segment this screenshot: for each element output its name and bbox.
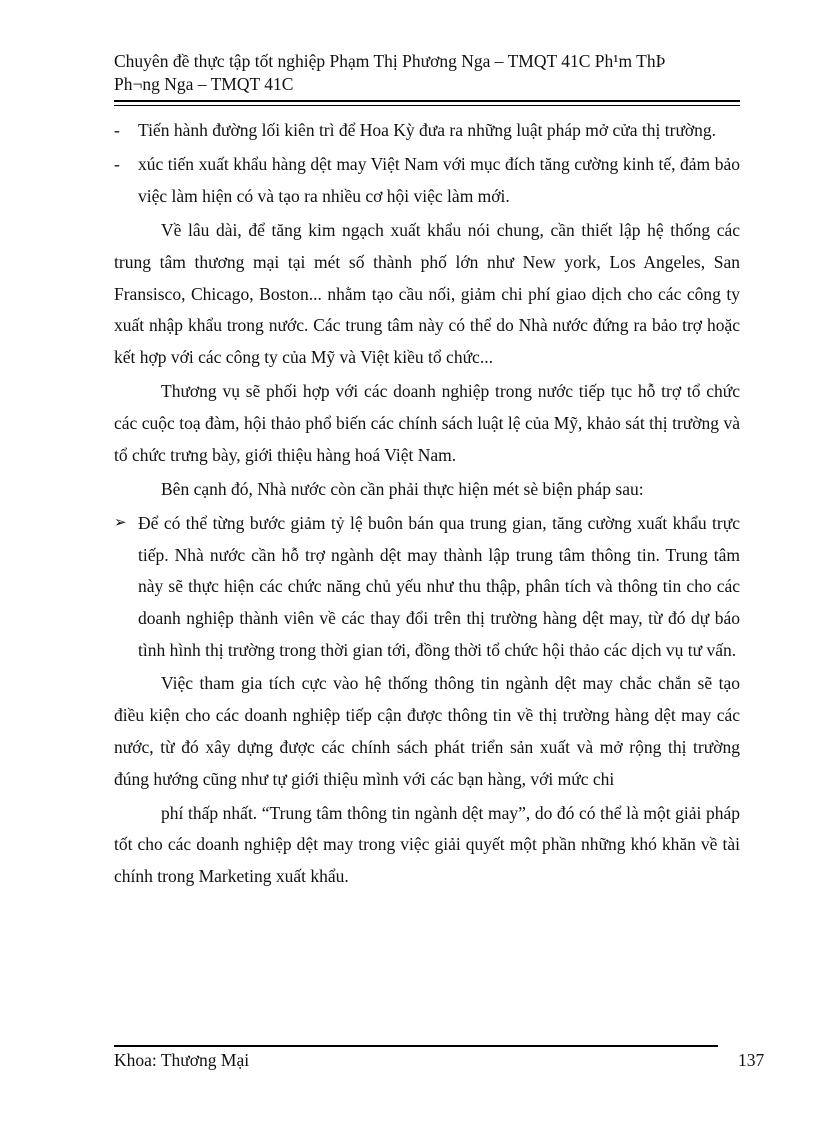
arrow-list-item <box>114 508 740 667</box>
dash-marker: - <box>114 154 120 175</box>
paragraph-continuation: phí thấp nhất. “Trung tâm thông tin ngành dệt may”, do đó có thể là một giải pháp tốt cho các doanh nghiệp dệt may trong việc giải quyết một phần những khó khăn về tài chính trong Marketing xuất khẩu. <box>114 802 740 887</box>
paragraph: Thương vụ sẽ phối hợp với các doanh nghiệp trong nước tiếp tục hỗ trợ tổ chức các cuộc toạ đàm, hội thảo phổ biến các chính sách luật lệ của Mỹ, khảo sát thị trường và tổ chức trưng bày, giới thiệu hàng hoá Việt Nam. <box>114 381 740 465</box>
document-body <box>114 115 740 893</box>
arrow-bullet-icon: ➢ <box>114 514 127 531</box>
paragraph: Việc tham gia tích cực vào hệ thống thông tin ngành dệt may chắc chắn sẽ tạo điều kiện cho các doanh nghiệp tiếp cận được thông tin về thị trường hàng dệt may các nước, từ đó xây dựng được các chính sách phát triển sản xuất và mở rộng thị trường đúng hướng cũng như tự giới thiệu mình với các bạn hàng, với mức chi <box>114 673 740 789</box>
header-rule-thick <box>114 100 740 102</box>
bullet-text: xúc tiến xuất khẩu hàng dệt may Việt Nam với mục đích tăng cường kinh tế, đảm bảo việc làm hiện có và tạo ra nhiều cơ hội việc làm mới. <box>138 154 740 206</box>
dash-marker: - <box>114 120 120 140</box>
header-line-1: Chuyên đề thực tập tốt nghiệp Phạm Thị Phương Nga – TMQT 41C Ph¹m ThÞ <box>114 51 666 71</box>
paragraph: Về lâu dài, để tăng kim ngạch xuất khẩu nói chung, cần thiết lập hệ thống các trung tâm thương mại tại mét số thành phố lớn như New york, Los Angeles, San Fransisco, Chicago, Boston... nhằm tạo cầu nối, giảm chi phí giao dịch cho các công ty xuất nhập khẩu trong nước. Các trung tâm này có thể do Nhà nước đứng ra bảo trợ hoặc kết hợp với các công ty của Mỹ và Việt kiều tổ chức... <box>114 220 740 367</box>
header-line-2: Ph¬ng Nga – TMQT 41C <box>114 74 294 94</box>
header-rule-thin <box>114 105 740 106</box>
footer-faculty: Khoa: Thương Mại <box>114 1050 250 1070</box>
bullet-item <box>114 149 740 212</box>
page-number: 137 <box>738 1050 765 1070</box>
bullet-text: Tiến hành đường lối kiên trì để Hoa Kỳ đưa ra những luật pháp mở cửa thị trường. <box>138 120 717 140</box>
paragraph: Bên cạnh đó, Nhà nước còn cần phải thực hiện mét sè biện pháp sau: <box>161 478 644 499</box>
page-header <box>114 50 740 96</box>
bullet-item <box>114 115 740 147</box>
arrow-item-text: Để có thể từng bước giảm tỷ lệ buôn bán qua trung gian, tăng cường xuất khẩu trực tiếp. Nhà nước cần hỗ trợ ngành dệt may thành lập trung tâm thông tin. Trung tâm này sẽ thực hiện các chức năng chủ yếu như thu thập, phân tích và thông tin cho các doanh nghiệp thành viên về các thay đổi trên thị trường hàng dệt may, từ đó dự báo tình hình thị trường trong thời gian tới, đồng thời tổ chức hội thảo các dịch vụ tư vấn. <box>138 512 740 660</box>
